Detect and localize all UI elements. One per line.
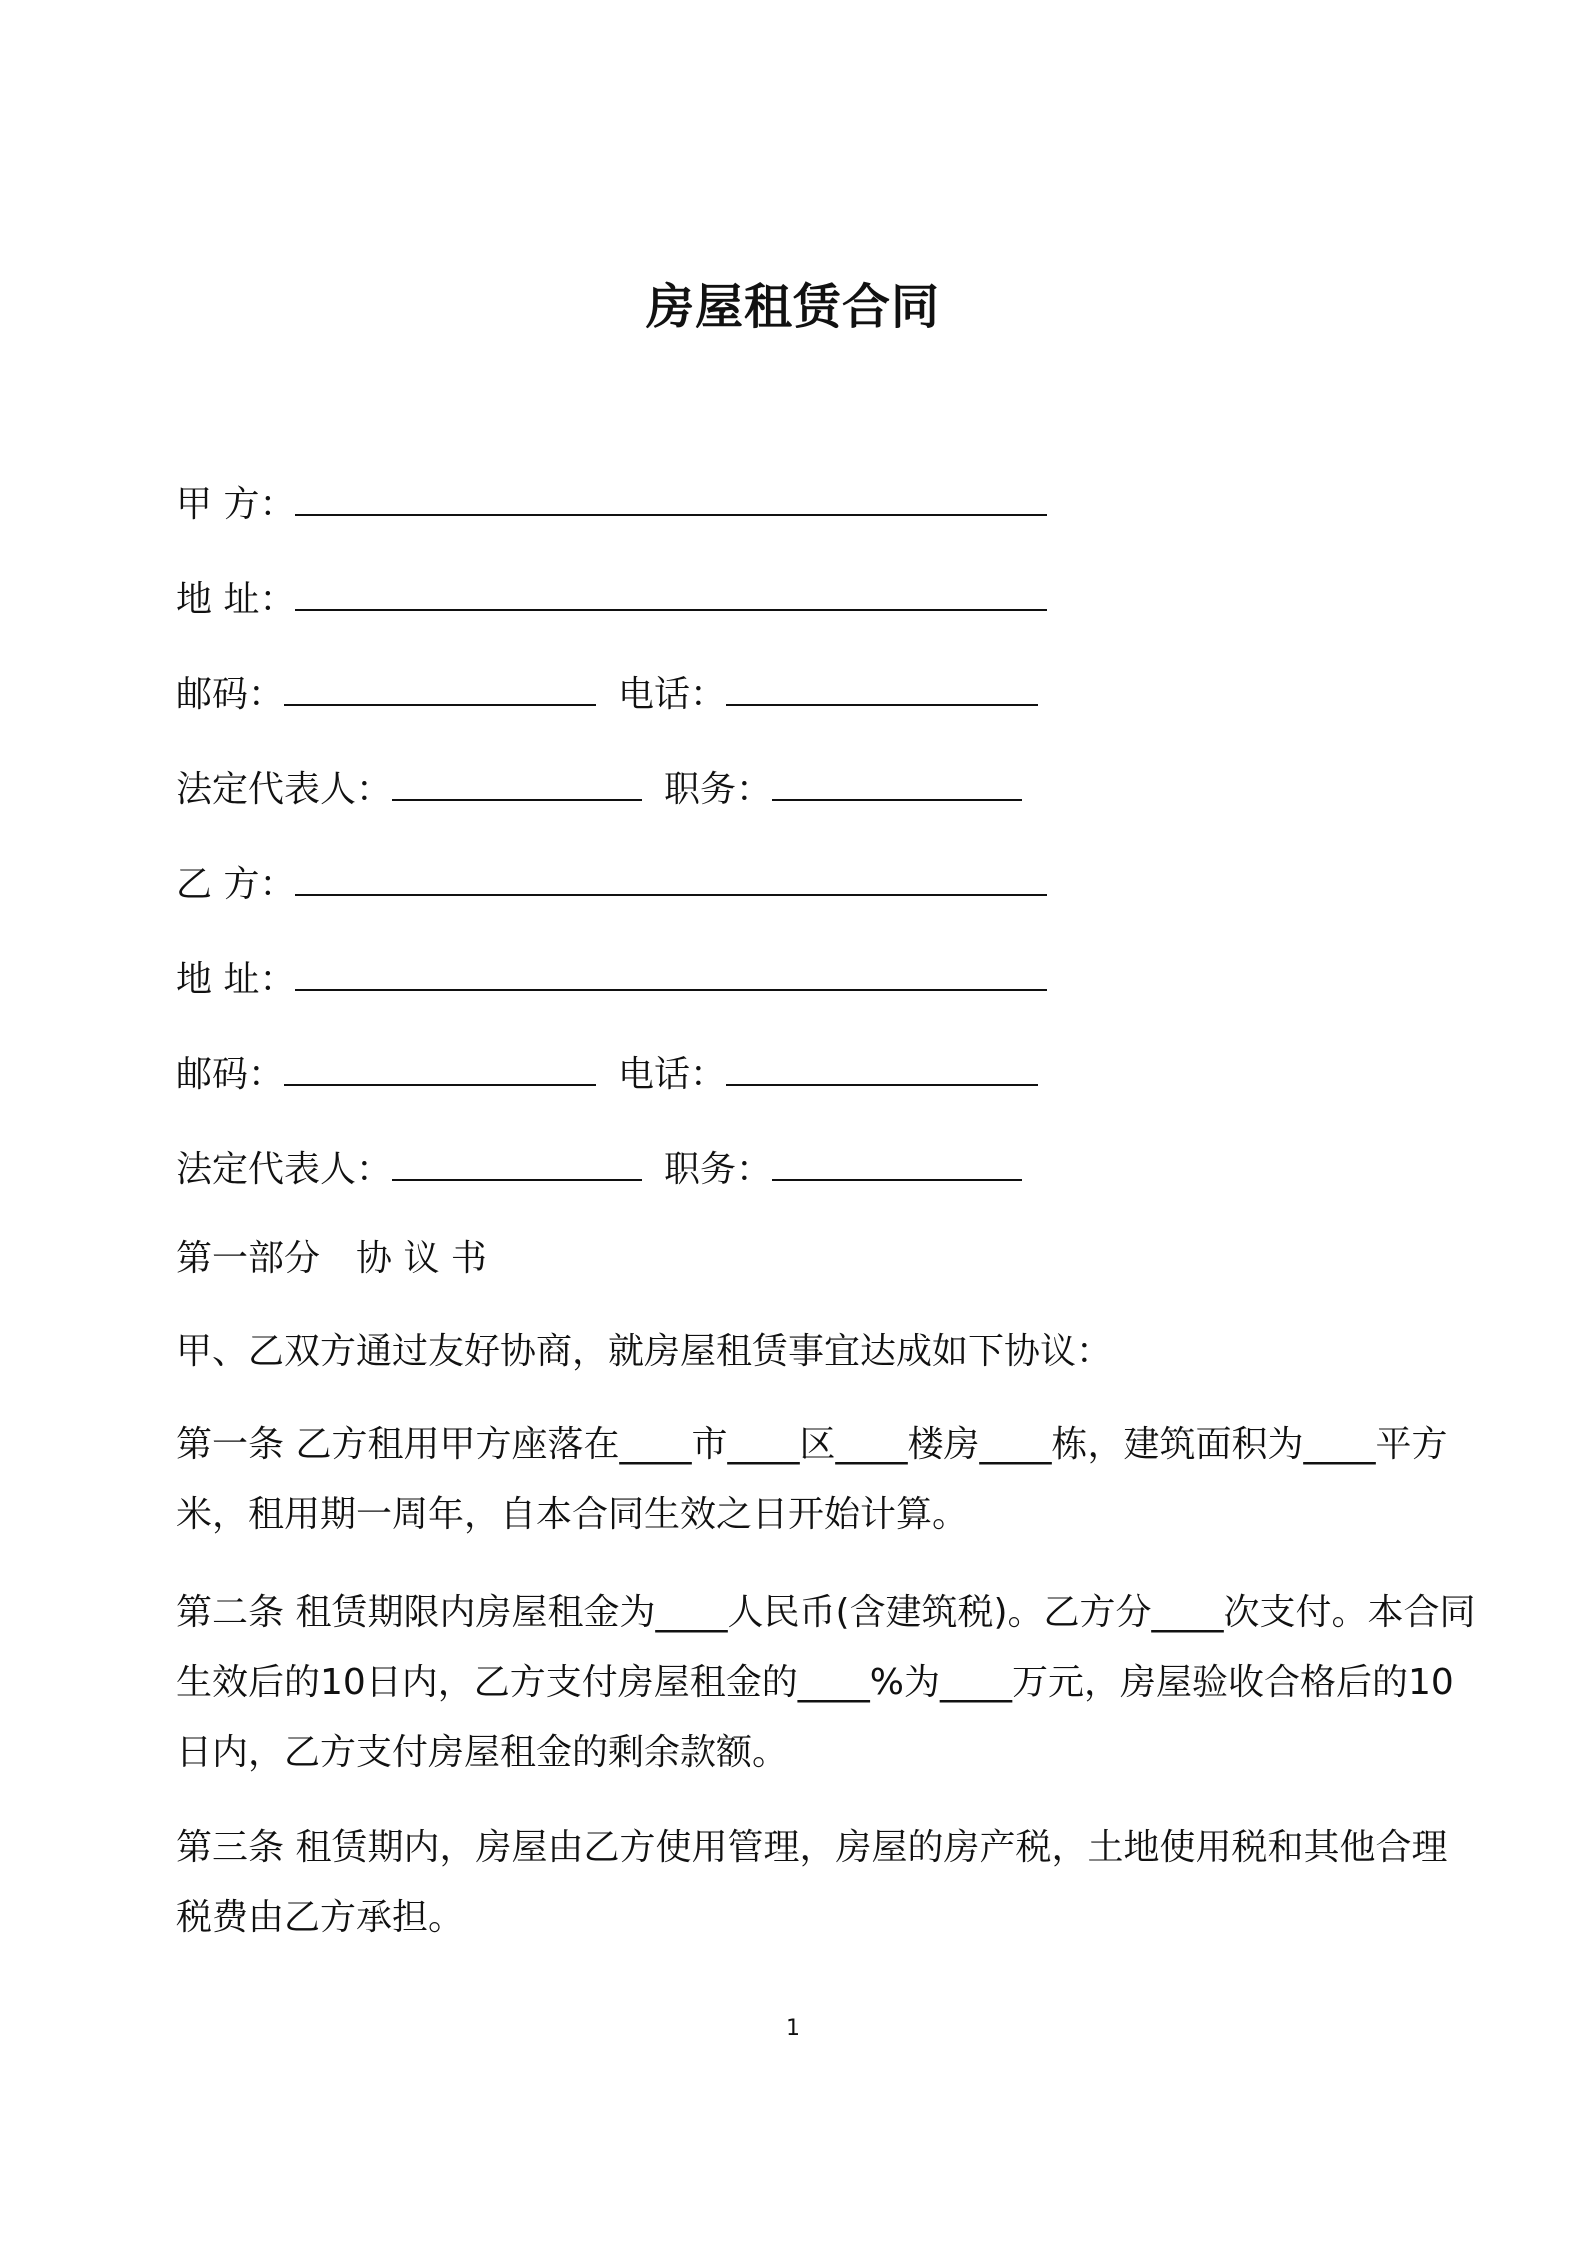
article-3-heading: 第三条 bbox=[176, 1827, 285, 1868]
party-a-rep-label: 法定代表人： bbox=[176, 769, 393, 810]
party-b-position-blank bbox=[772, 1145, 1022, 1181]
article-3-text: 租赁期内，房屋由乙方使用管理，房屋的房产税，土地使用税和其他合理税费由乙方承担。 bbox=[176, 1827, 1448, 1938]
party-b-postcode-blank bbox=[284, 1050, 596, 1086]
party-b-phone-label: 电话： bbox=[618, 1054, 727, 1095]
party-a-rep-row bbox=[176, 765, 1022, 814]
party-b-name-row bbox=[176, 860, 1047, 909]
party-b-contact-row bbox=[176, 1050, 1038, 1099]
party-b-name-label: 乙 方： bbox=[176, 864, 296, 905]
party-b-rep-blank bbox=[392, 1145, 642, 1181]
document-title: 房屋租赁合同 bbox=[645, 279, 940, 335]
article-1-text: 乙方租用甲方座落在____市____区____楼房____栋，建筑面积为____平方米，租用期一周年，自本合同生效之日开始计算。 bbox=[176, 1424, 1448, 1535]
intro-paragraph: 甲、乙双方通过友好协商，就房屋租赁事宜达成如下协议： bbox=[176, 1331, 1113, 1372]
article-3 bbox=[176, 1813, 1476, 1953]
section-title: 第一部分 协 议 书 bbox=[176, 1238, 487, 1279]
article-2 bbox=[176, 1578, 1476, 1788]
article-1 bbox=[176, 1410, 1476, 1550]
party-a-position-label: 职务： bbox=[664, 769, 773, 810]
page-number: 1 bbox=[786, 2016, 800, 2041]
party-a-phone-blank bbox=[726, 670, 1038, 706]
party-a-contact-row bbox=[176, 670, 1038, 719]
party-a-phone-label: 电话： bbox=[618, 674, 727, 715]
party-a-address-label: 地 址： bbox=[176, 579, 296, 620]
party-b-address-blank bbox=[295, 955, 1047, 991]
party-a-postcode-blank bbox=[284, 670, 596, 706]
party-b-position-label: 职务： bbox=[664, 1149, 773, 1190]
party-b-address-row bbox=[176, 955, 1047, 1004]
party-a-name-label: 甲 方： bbox=[176, 484, 296, 525]
party-b-rep-row bbox=[176, 1145, 1022, 1194]
party-a-rep-blank bbox=[392, 765, 642, 801]
article-2-text: 租赁期限内房屋租金为____人民币(含建筑税)。乙方分____次支付。本合同生效后的10日内，乙方支付房屋租金的____%为____万元，房屋验收合格后的10日内，乙方支付房屋租金的剩余款额。 bbox=[176, 1592, 1476, 1773]
party-a-address-row bbox=[176, 575, 1047, 624]
party-a-name-blank bbox=[295, 480, 1047, 516]
party-a-position-blank bbox=[772, 765, 1022, 801]
party-b-rep-label: 法定代表人： bbox=[176, 1149, 393, 1190]
article-2-heading: 第二条 bbox=[176, 1592, 285, 1633]
party-a-address-blank bbox=[295, 575, 1047, 611]
party-b-address-label: 地 址： bbox=[176, 959, 296, 1000]
party-a-name-row bbox=[176, 480, 1047, 529]
party-b-name-blank bbox=[295, 860, 1047, 896]
party-a-postcode-label: 邮码： bbox=[176, 674, 285, 715]
article-1-heading: 第一条 bbox=[176, 1424, 285, 1465]
party-b-postcode-label: 邮码： bbox=[176, 1054, 285, 1095]
party-b-phone-blank bbox=[726, 1050, 1038, 1086]
